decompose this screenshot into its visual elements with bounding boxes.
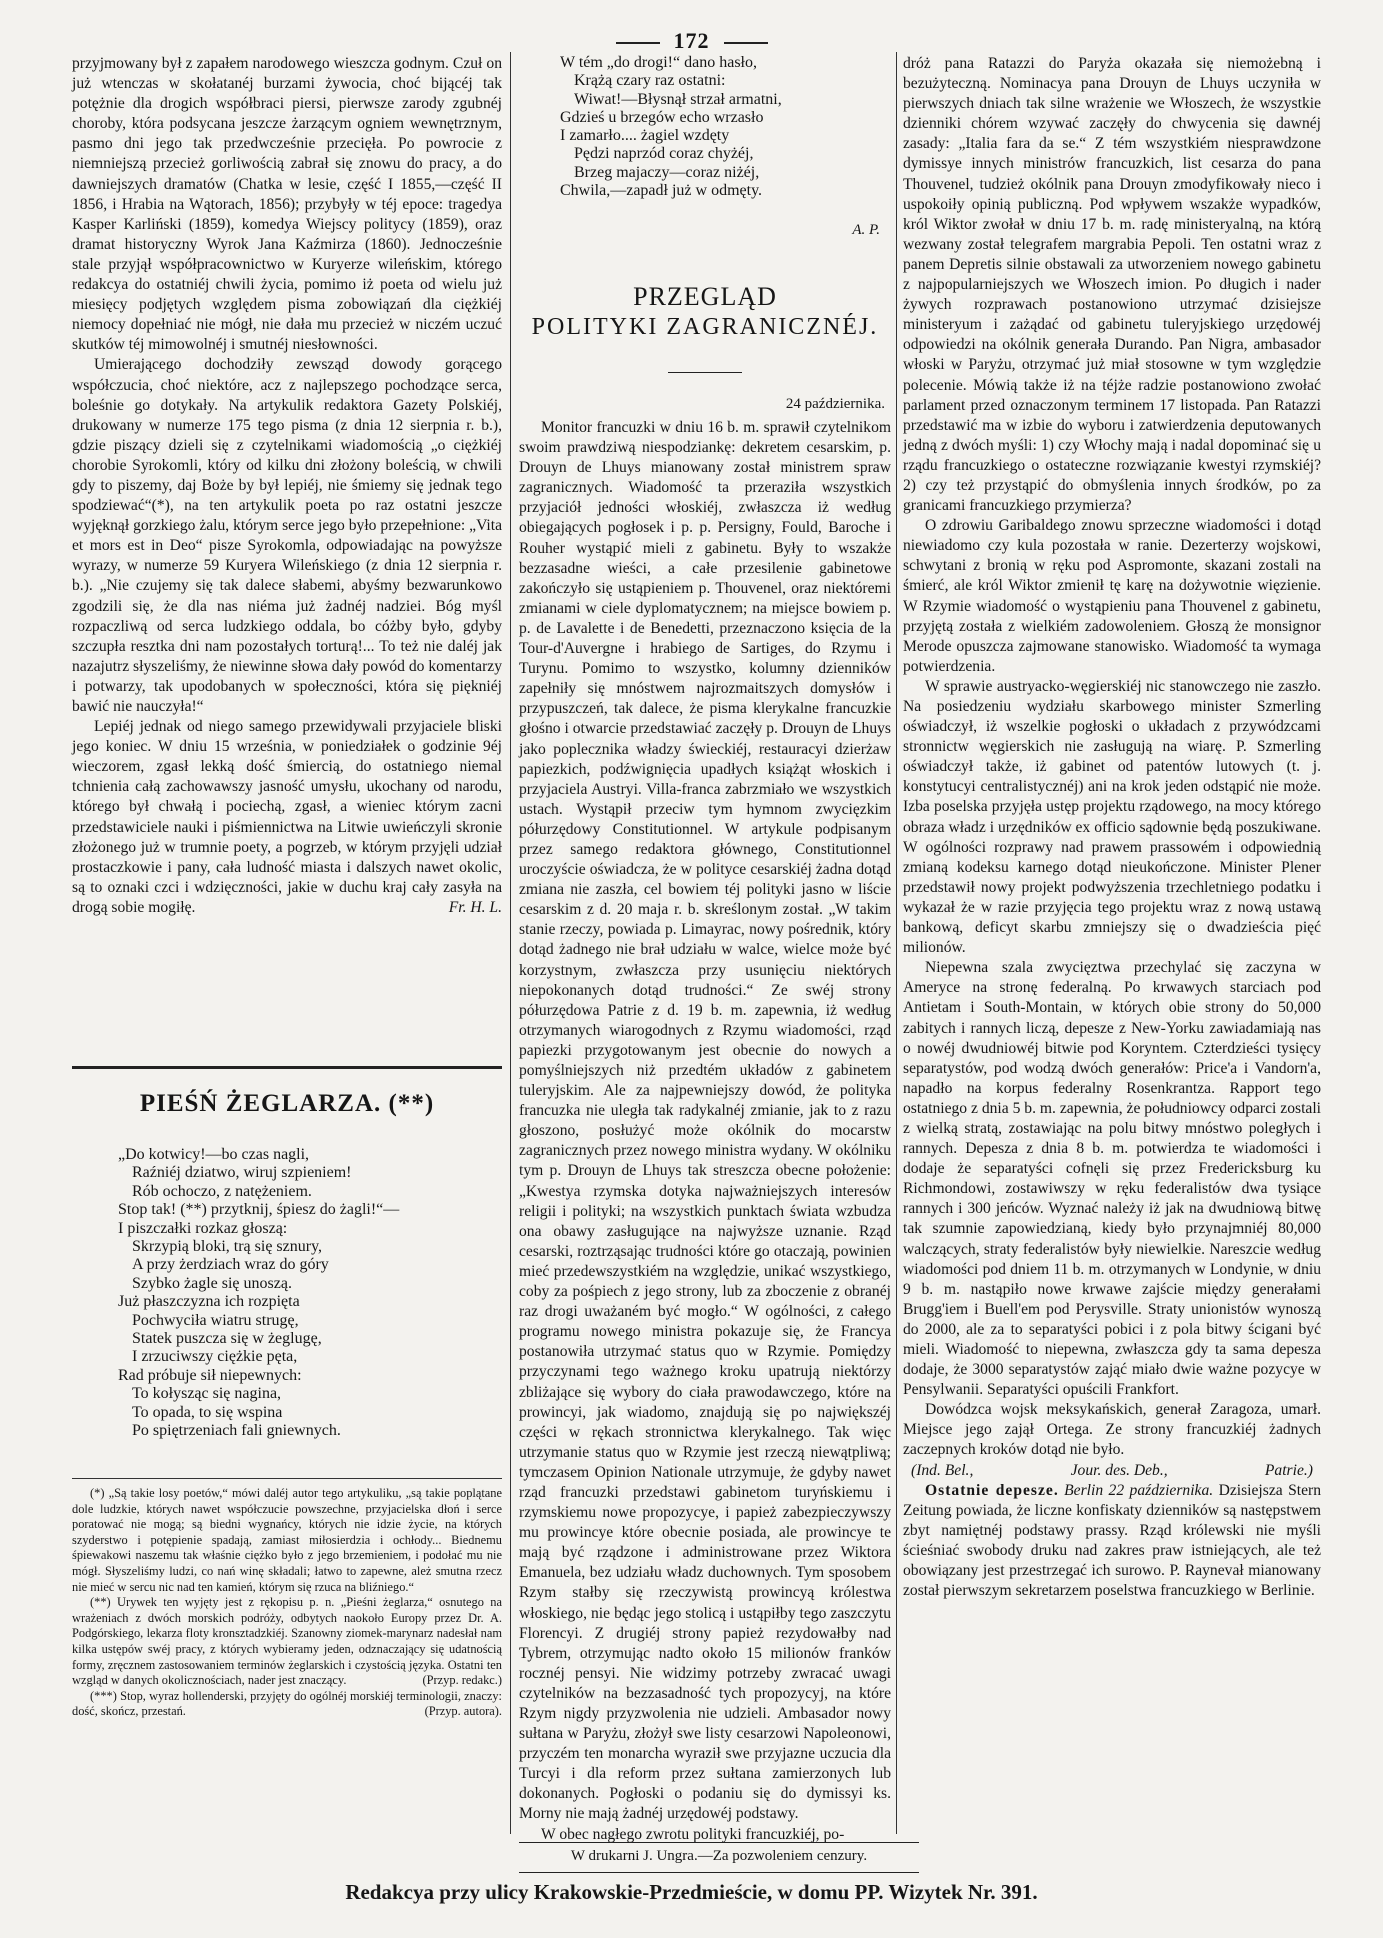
poem-line: Stop tak! (**) przytknij, śpiesz do żagli!“— bbox=[118, 1201, 400, 1219]
paragraph: O zdrowiu Garibaldego znowu sprzeczne wiadomości i dotąd niewiadomo czy kula pozostała w ranie. Dezerterzy wojskowi, schwytani z bronią w ręku pod Aspromonte, skazani zostali na śmierć, ale król Wiktor zmienił tę karę na dożywotnie więzienie. W Rzymie wiadomość o wystąpieniu pana Thouvenel z gabinetu, przyjętą została z wielkiém zadowoleniem. Głoszą że monsignor Merode opuszcza zajmowane stanowisko. Wiadomość ta wymaga potwierdzenia. bbox=[903, 517, 1321, 675]
editorial-address: Redakcya przy ulicy Krakowskie-Przedmieście, w domu PP. Wizytek Nr. 391. bbox=[345, 1880, 1038, 1904]
poem-line: Pędzi naprzód coraz chyżéj, bbox=[574, 145, 754, 163]
poem-line: W tém „do drogi!“ dano hasło, bbox=[560, 54, 757, 71]
source: Jour. des. Deb., bbox=[1070, 1461, 1168, 1479]
poem-line: Brzeg majaczy—coraz niżéj, bbox=[574, 163, 760, 181]
paragraph: Monitor francuzki w dniu 16 b. m. sprawił czytelnikom swoim prawdziwą niespodziankę: dekretem cesarskim, p. Drouyn de Lhuys mianowany został ministrem spraw zagranicznych. Wiadomość ta przeraziła wszystkich przyjaciół jedności włoskiéj, zwłaszcza iż według obiegających pogłosek i p. p. Persigny, Fould, Baroche i Rouher wystąpić mieli z gabinetu. Były to wszakże bezzasadne wieści, a całe przesilenie gabinetowe zakończyło się ustąpieniem p. Thouvenel, oraz niektóremi zmianami w ciele dyplomatycznem; na miejsce bowiem p. p. de Lavalette i de Benedetti, przeznaczono księcia de la Tour-d'Auvergne i hrabiego de Sartiges, do Rzymu i Turynu. Pomimo to wszystko, kolumny dzienników zapełniły się mnóstwem najrozmaitszych domysłów i przypuszczeń, tak dalece, że pisma klerykalne francuzkie głośno i otwarcie przedstawiać zaczęły p. Drouyn de Lhuys jako poplecznika władzy świeckiéj, restauracyi dzierżaw papiezkich, podźwignięcia upadłych książąt włoskich i przyjaciela Austryi. Villa-franca zabrzmiało we wszystkich ustach. Wystąpił przeciw tym hymnom zwycięzkim półurzędowy Constitutionnel. W artykule podpisanym przez samego redaktora głównego, Constitutionnel uroczyście oświadcza, że w polityce cesarskiéj żadna dotąd zmiana nie zaszła, cel bowiem téj polityki jasno w liście cesarskim z d. 20 maja r. b. skreślonym został. „W takim stanie rzeczy, powiada p. Limayrac, nowy pośrednik, który dotąd żadnego nie brał udziału w walce, wielce może być korzystnym, zwłaszcza przy usunięciu niektórych niepokonanych dotąd trudności.“ Ze swéj strony półurzędowa Patrie z d. 19 b. m. zapewnia, iż według otrzymanych wiarogodnych z Rzymu wiadomości, rząd papiezki przygotowanym jest obecnie do nowych a pomyślniejszych niż przedtém układów z gabinetem tuleryjskim. Ale za najpewniejszy dowód, że polityka francuzka nie uległa tak radykalnéj zmianie, jak to z razu głoszono, posłużyć może okólnik do mocarstw zagranicznych przez nowego ministra wydany. W okólniku tym p. Drouyn de Lhuys tak streszcza obecne położenie: „Kwestya rzymska dotyka najważniejszych interesów religii i polityki; na wszystkich punktach świata wzbudza ona obawy zasługujące na najwyższe uznanie. Rząd cesarski, roztrząsając trudności które go otaczają, powinien mieć przedewszystkiém na względzie, unikać wszystkiego, coby za pośpiech z jego strony, lub za zboczenie z obranéj raz drogi uważaném być mogło.“ W ogólności, z całego programu nowego ministra pokazuje się, że Francya postanowiła utrzymać status quo w Rzymie. Pomiędzy przyczynami tego ważnego kroku upatrują niektórzy zbliżające się wybory do ciała prawodawczego, które na prowincyi, jak wiadomo, znajdują się po największéj części w rękach stronnictwa klerykalnego. Tak więc utrzymanie status quo w Rzymie jest rzeczą niewątpliwą; tymczasem Opinion Nationale utrzymuje, że gdyby nawet rząd francuzki przedstawi gabinetom turyńskiemu i rzymskiemu nowe propozycye, i papież zabezpieczywszy mu prowincye które obecnie posiada, ale prowincye te mają być rządzone i administrowane przez Wiktora Emanuela, bez udziału władz duchownych. Tym sposobem Rzym stałby się rzeczywistą prowincyą królestwa włoskiego, nie będąc jego stolicą i ustąpiłby tego zaszczytu Florencyi. Z drugiéj strony papież rezydowałby nad Tybrem, otrzymując nadto około 15 milionów franków rocznéj pensyi. Nie widzimy potrzeby zwracać uwagi czytelników na bezzasadność tych propozycyj, na które Rzym nigdy przyzwolenia nie udzieli. Ambasador nowy sułtana w Paryżu, złożył swe listy cesarzowi Napoleonowi, przyczém ten monarcha wyraził swe przyjazne uczucia dla Turcyi i dla reform przez sułtana zamierzonych lub dokonanych. Pogłoski o podaniu się do dymissyi ks. Morny nie mają żadnéj urzędowéj podstawy. bbox=[519, 419, 891, 1823]
latest-dateline: Berlin 22 października. bbox=[1064, 1481, 1214, 1499]
signature: Fr. H. L. bbox=[448, 898, 502, 916]
poem-line: Gdzieś u brzegów echo wrzasło bbox=[560, 108, 764, 126]
footnote-attribution: (Przyp. autora). bbox=[424, 1704, 502, 1719]
article-column-2 bbox=[519, 418, 891, 1845]
poem-line: I zrzuciwszy ciężkie pęta, bbox=[132, 1348, 298, 1366]
footnote-text: (*) „Są takie losy poetów,“ mówi daléj autor tego artykuliku, „są takie poplątane dole ludzkie, których nawet współczucie powszechne, przyjacielska dłoń i serce poratować nie mogą; są biedni wygnańcy, których nie idzie życie, na których szyderstwo i potępienie spadają, zamiast miłosierdzia i ochłody... Biednemu śpiewakowi naszemu tak właśnie ciężko było z jego brzemieniem, i podołać mu nie mógł. Słyszeliśmy ludzi, co nań winę składali; łatwo to zapewne, ależ smutna rzecz nie mieć w sercu nic nad ten kamień, którym się rzuca na bliźniego.“ bbox=[72, 1486, 502, 1594]
footnotes bbox=[72, 1486, 502, 1720]
article-date: 24 października. bbox=[785, 396, 885, 412]
footnote-attribution: (Przyp. redakc.) bbox=[422, 1673, 502, 1688]
paragraph: W obec nagłego zwrotu polityki francuzkiéj, po- bbox=[541, 1825, 845, 1843]
poem-line: Statek puszcza się w żeglugę, bbox=[132, 1330, 322, 1348]
divider bbox=[724, 42, 768, 44]
divider bbox=[616, 42, 660, 44]
page-number-text: 172 bbox=[673, 28, 710, 53]
poem-line: Krążą czary raz ostatni: bbox=[574, 72, 726, 90]
obituary-column bbox=[72, 54, 502, 918]
latest-dispatches bbox=[903, 1481, 1321, 1602]
poem-line: Rób ochoczo, z natężeniem. bbox=[132, 1182, 312, 1200]
paragraph: Dowódzca wojsk meksykańskich, generał Zaragoza, umarł. Miejsce jego zajął Ortega. Ze strony francuzkiéj żadnych zaczepnych kroków dotąd nie było. bbox=[903, 1401, 1321, 1459]
latest-text: Dzisiejsza Stern Zeitung powiada, że liczne konfiskaty dzienników są następstwem zbyt namiętnéj podstawy prassy. Rząd królewski nie myśli ścieśniać swobody druku nad zakres praw istniejących, ale też obowiązany jest przestrzegać ich surowo. P. Raynevał mianowany został pierwszym sekretarzem poselstwa francuzkiego w Berlinie. bbox=[903, 1481, 1321, 1600]
paragraph-text: Lepiéj jednak od niego samego przewidywali przyjaciele bliski jego koniec. W dniu 15 września, w poniedziałek o godzinie 9éj wieczorem, zgasł lekką dość śmiercią, do ostatniego niemal tchnienia całą zachowawszy jasność umysłu, ukochany od narodu, którego był chwałą i pociechą, zgasł, a wieniec którym zacni przedstawiciele nauki i piśmiennictwa na Litwie uwieńczyli skronie złożonego już w trumnie poety, a pogrzeb, w którym przyjęli udział prostaczkowie i pany, cała ludność miasta i dalszych nawet okolic, są to oznaki czci i wdzięczności, jakie w duchu kraj cały zasyła na drogą sobie mogiłę. bbox=[72, 718, 502, 916]
paragraph: przyjmowany był z zapałem narodowego wieszcza godnym. Czuł on już wtenczas w skołatanéj burzami żywocia, choć bijącéj tak potężnie dla drogich współbraci piersi, pierwsze zarody zgubnéj choroby, która podsycana jeszcze żarzącym ogniem wewnętrznym, pasmo dni jego tak przedwcześnie przecięła. Po powrocie z niemniejszą przecież gorliwością zabrał się znowu do pracy, a do dawniejszych dramatów (Chatka w lesie, część I 1855,—część II 1856, i Hrabia na Wątorach, 1856); przybyły w téj epoce: tragedya Kasper Karliński (1859), komedya Wiejscy politycy (1859), oraz dramat historyczny Wyrok Jana Kaźmirza (1860). Jednocześnie stale przyjął współpracownictwo w Kuryerze wileńskim, którego redakcya do ostatniéj chwili życia, pomimo iż poeta od wielu już miesięcy podjętych względem pisma zobowiązań dla ciężkiéj niemocy dopełniać nie mógł, nie dała mu przecież w niczém uczuć skutków téj mimowolnéj i smutnéj niesłowności. bbox=[72, 55, 502, 354]
printer-line: W drukarni J. Ungra.—Za pozwoleniem cenzury. bbox=[570, 1848, 868, 1864]
page-number bbox=[0, 28, 1383, 54]
article-title bbox=[519, 282, 891, 342]
poem-line: I piszczałki rozkaz głoszą: bbox=[118, 1219, 288, 1237]
poem-line: A przy żerdziach wraz do góry bbox=[132, 1256, 329, 1274]
paragraph: W sprawie austryacko-węgierskiéj nic stanowczego nie zaszło. Na posiedzeniu wydziału skarbowego minister Szmerling oświadczył, iż wszelkie pogłoski o układach z przywódzcami stronnictw węgierskich nie zasługują na wiarę. P. Szmerling oświadczył także, iż gabinet od patentów lutowych (t. j. konstytucyi centralistycznéj) ani na krok jeden odstąpić nie może. Izba poselska przyjęła ustęp projektu rządowego, na mocy którego obraza władz i urzędników ex officio sądownie będą poszukiwane. W ogólności rozprawy nad prawem prassowém i odpowiednią zmianą kodeksu karnego dotąd nieukończone. Minister Plener przedstawił nowy projekt podwyższenia trzechletniego podatku i wykazał że w razie przyjęcia tego projektu wraz z nową ustawą bankową, deficyt skarbu zmniejszy się o dwadzieścia pięć milionów. bbox=[903, 677, 1321, 957]
article-title-line1: PRZEGLĄD bbox=[633, 282, 777, 311]
paragraph: dróż pana Ratazzi do Paryża okazała się niemożebną i bezużyteczną. Nominacya pana Drouyn de Lhuys uczyniła w pierwszych dniach tak silne wrażenie we Włoszech, że wszystkie dzienniki chórem wzywać zaczęły do chwycenia się dawnéj zasady: „Italia fara da se.“ Z tém wszystkiém niesprawdzone dymissye innych ministrów francuzkich, list cesarza do pana Thouvenel, tudzież okólnik pana Drouyn zmodyfikowały nieco i uspokoiły opinią publiczną. Pod wpływem wszakże wypadków, król Wiktor zwołał w dniu 17 b. m. radę ministeryalną, na którą wezwany został telegrafem margrabia Pepoli. Ten ostatni wraz z panem Depretis silnie obstawali za utworzeniem nowego gabinetu z najpopularniejszych we Włoszech imion. Po długich i nader żywych rozprawach postanowiono utrzymać dzisiejsze ministeryum i zażądać od gabinetu tuleryjskiego urzędowéj odpowiedzi na okólnik generała Durando. Pan Nigra, ambasador włoski w Paryżu, otrzymać już miał stosowne w tym względzie polecenie. Mówią także iż na téjże radzie postanowiono zwołać parlament przed oznaczonym terminem 17 listopada. Pan Ratazzi przedstawić ma w izbie do wyboru i zatwierdzenia deputowanych jedną z dwóch myśli: 1) czy Włochy mają i nadal dopominać się u rządu francuzkiego o ostateczne rozwiązanie kwestyi rzymskiéj? 2) czy też przystąpić do obmyślenia innych środków, po za granicami francuzkiego przymierza? bbox=[903, 55, 1321, 515]
paragraph: Umierającego dochodziły zewsząd dowody gorącego współczucia, choć niektóre, acz z najlepszego pochodzące serca, boleśnie go dotykały. Na artykulik redaktora Gazety Polskiéj, drukowany w numerze 175 tego pisma (z dnia 12 sierpnia r. b.), gdzie piszący dzieli się z czytelnikami wiadomością „o ciężkiéj chorobie Syrokomli, który od kilku dni złożony boleścią, w chwili gdy to piszemy, daj Boże by był lepiéj, nie śmiemy się jednak tego spodziewać“(*), na ten artykulik poeta po raz ostatni jeszcze wyjęknął gorzkiego żalu, którym serce jego było przepełnione: „Vita et mors est in Deo“ pisze Syrokomla, odpowiadając na powyższe wyrazy, w numerze 59 Kuryera Wileńskiego (z dnia 12 sierpnia r. b.). „Nie czujemy się tak dalece słabemi, abyśmy bezwarunkowo zgodzili się, że dla nas niéma już żadnéj nadziei. Bóg myśl rozpaczliwą od serca ludzkiego oddala, bo cóżby było, gdyby szczupła resztka dni nam pozostałych torturą!... To też nie daléj jak nazajutrz słyszeliśmy, że niewinne słowa dały powód do komentarzy i potwarzy, tak upodobanych w społeczności, która się piękniéj bawić nie nauczyła!“ bbox=[72, 356, 502, 715]
source: (Ind. Bel., bbox=[911, 1461, 974, 1479]
poem-line: Skrzypią bloki, trą się sznury, bbox=[132, 1238, 323, 1256]
article-column-3 bbox=[903, 54, 1321, 1601]
footnote-text: (***) Stop, wyraz hollenderski, przyjęty do ogólnéj morskiéj terminologii, znaczy: dość, skończ, przestań. bbox=[72, 1688, 502, 1719]
poem-line: Chwila,—zapadł już w odmęty. bbox=[560, 182, 763, 200]
footnote-text: (**) Urywek ten wyjęty jest z rękopisu p. n. „Pieśni żeglarza,“ osnutego na wrażeniach z dwóch morskich podróży, odbytych naokoło Europy przez Dr. A. Podgórskiego, lekarza floty kronsztadzkiéj. Szanowny ziomek-marynarz nadesłał nam kilka ustępów swéj pracy, z których wybieramy jeden, odznaczający się udatnością formy, zręcznem zastosowaniem terminów żeglarskich i czystością języka. Ostatni ten wzgląd w danych okolicznościach, nader jest znaczący. bbox=[72, 1595, 502, 1688]
footer-rule bbox=[519, 1872, 919, 1873]
source: Patrie.) bbox=[1264, 1461, 1313, 1479]
poem-line: Pochwyciła wiatru strugę, bbox=[132, 1311, 299, 1329]
poem-line: Rad próbuje sił niepewnych: bbox=[118, 1366, 302, 1384]
poem-line: Raźniéj dziatwo, wiruj szpieniem! bbox=[132, 1164, 352, 1182]
poem-line: Wiwat!—Błysnął strzał armatni, bbox=[574, 90, 782, 108]
poem-part1 bbox=[118, 1146, 498, 1441]
paragraph: Niepewna szala zwycięztwa przechylać się zaczyna w Ameryce na stronę federalną. Po krwawych starciach pod Antietam i South-Montain, w których obie strony do 50,000 zabitych i rannych liczą, depesze z New-Yorku zawiadamiają nas o nowéj dwudniowéj bitwie pod Koryntem. Czterdzieści tysięcy separatystów, pod wodzą dwóch generałów: Price'a i Vandorn'a, napadło na korpus federalny Rosenkrantza. Rapport tego ostatniego z dnia 5 b. m. zapewnia, że południowcy odparci zostali z wielką stratą, zostawiając na polu bitwy mnóstwo poległych i rannych. Depesza z dnia 8 b. m. potwierdza te wiadomości i dodaje że separatyści cofnęli się przez Fredericksburg ku Richmondowi, zostawiwszy w ręku federalistów dwa tysiące rannych i 300 jeńców. Wyznać należy iż jak na dwudniową bitwę tak szumnie zapowiedzianą, kiedy było przynajmniéj 80,000 walczących, straty federalistów były niewielkie. Nareszcie według wiadomości pod dniem 11 b. m. otrzymanych w Londynie, w dniu 9 b. m. nastąpiło nowe krwawe zajście między generałami Brugg'iem i Buell'em pod Perysville. Straty unionistów wynoszą do 2000, ale za to separatyści pobici i z pola bitwy ścigani być mieli. Wiadomość to niepewna, zwłaszcza gdy ta sama depesza dodaje, że 3000 separatystów zająć miało dwie ważne pozycye w Pensylwanii. Separatyści opuścili Frankfort. bbox=[903, 959, 1321, 1399]
poem-line: Szybko żagle się unoszą. bbox=[132, 1274, 292, 1292]
footnote bbox=[72, 1595, 502, 1689]
section-divider bbox=[72, 1066, 502, 1069]
article-title-line2: POLITYKI ZAGRANICZNÉJ. bbox=[531, 314, 879, 340]
poem-title: PIEŚŃ ŻEGLARZA. (**) bbox=[139, 1090, 435, 1117]
poem-line: „Do kotwicy!—bo czas nagli, bbox=[118, 1146, 310, 1163]
sources-line bbox=[903, 1461, 1321, 1481]
poem-line: To opada, to się wspina bbox=[132, 1403, 283, 1421]
poem-line: Po spiętrzeniach fali gniewnych. bbox=[132, 1422, 341, 1440]
paragraph bbox=[72, 717, 502, 918]
footnote bbox=[72, 1486, 502, 1595]
poem-author: A. P. bbox=[852, 222, 880, 238]
footnote-divider bbox=[72, 1478, 502, 1479]
latest-heading: Ostatnie depesze. bbox=[925, 1481, 1059, 1499]
footnote bbox=[72, 1689, 502, 1720]
column-rule bbox=[896, 52, 897, 1834]
poem-line: I zamarło.... żagiel wzdęty bbox=[560, 127, 730, 145]
column-rule bbox=[510, 52, 511, 1834]
poem-part2 bbox=[560, 54, 880, 200]
title-divider bbox=[668, 372, 742, 373]
poem-line: Już płaszczyzna ich rozpięta bbox=[118, 1293, 300, 1311]
footer-rule bbox=[519, 1842, 919, 1843]
poem-line: To kołysząc się nagina, bbox=[132, 1385, 282, 1403]
